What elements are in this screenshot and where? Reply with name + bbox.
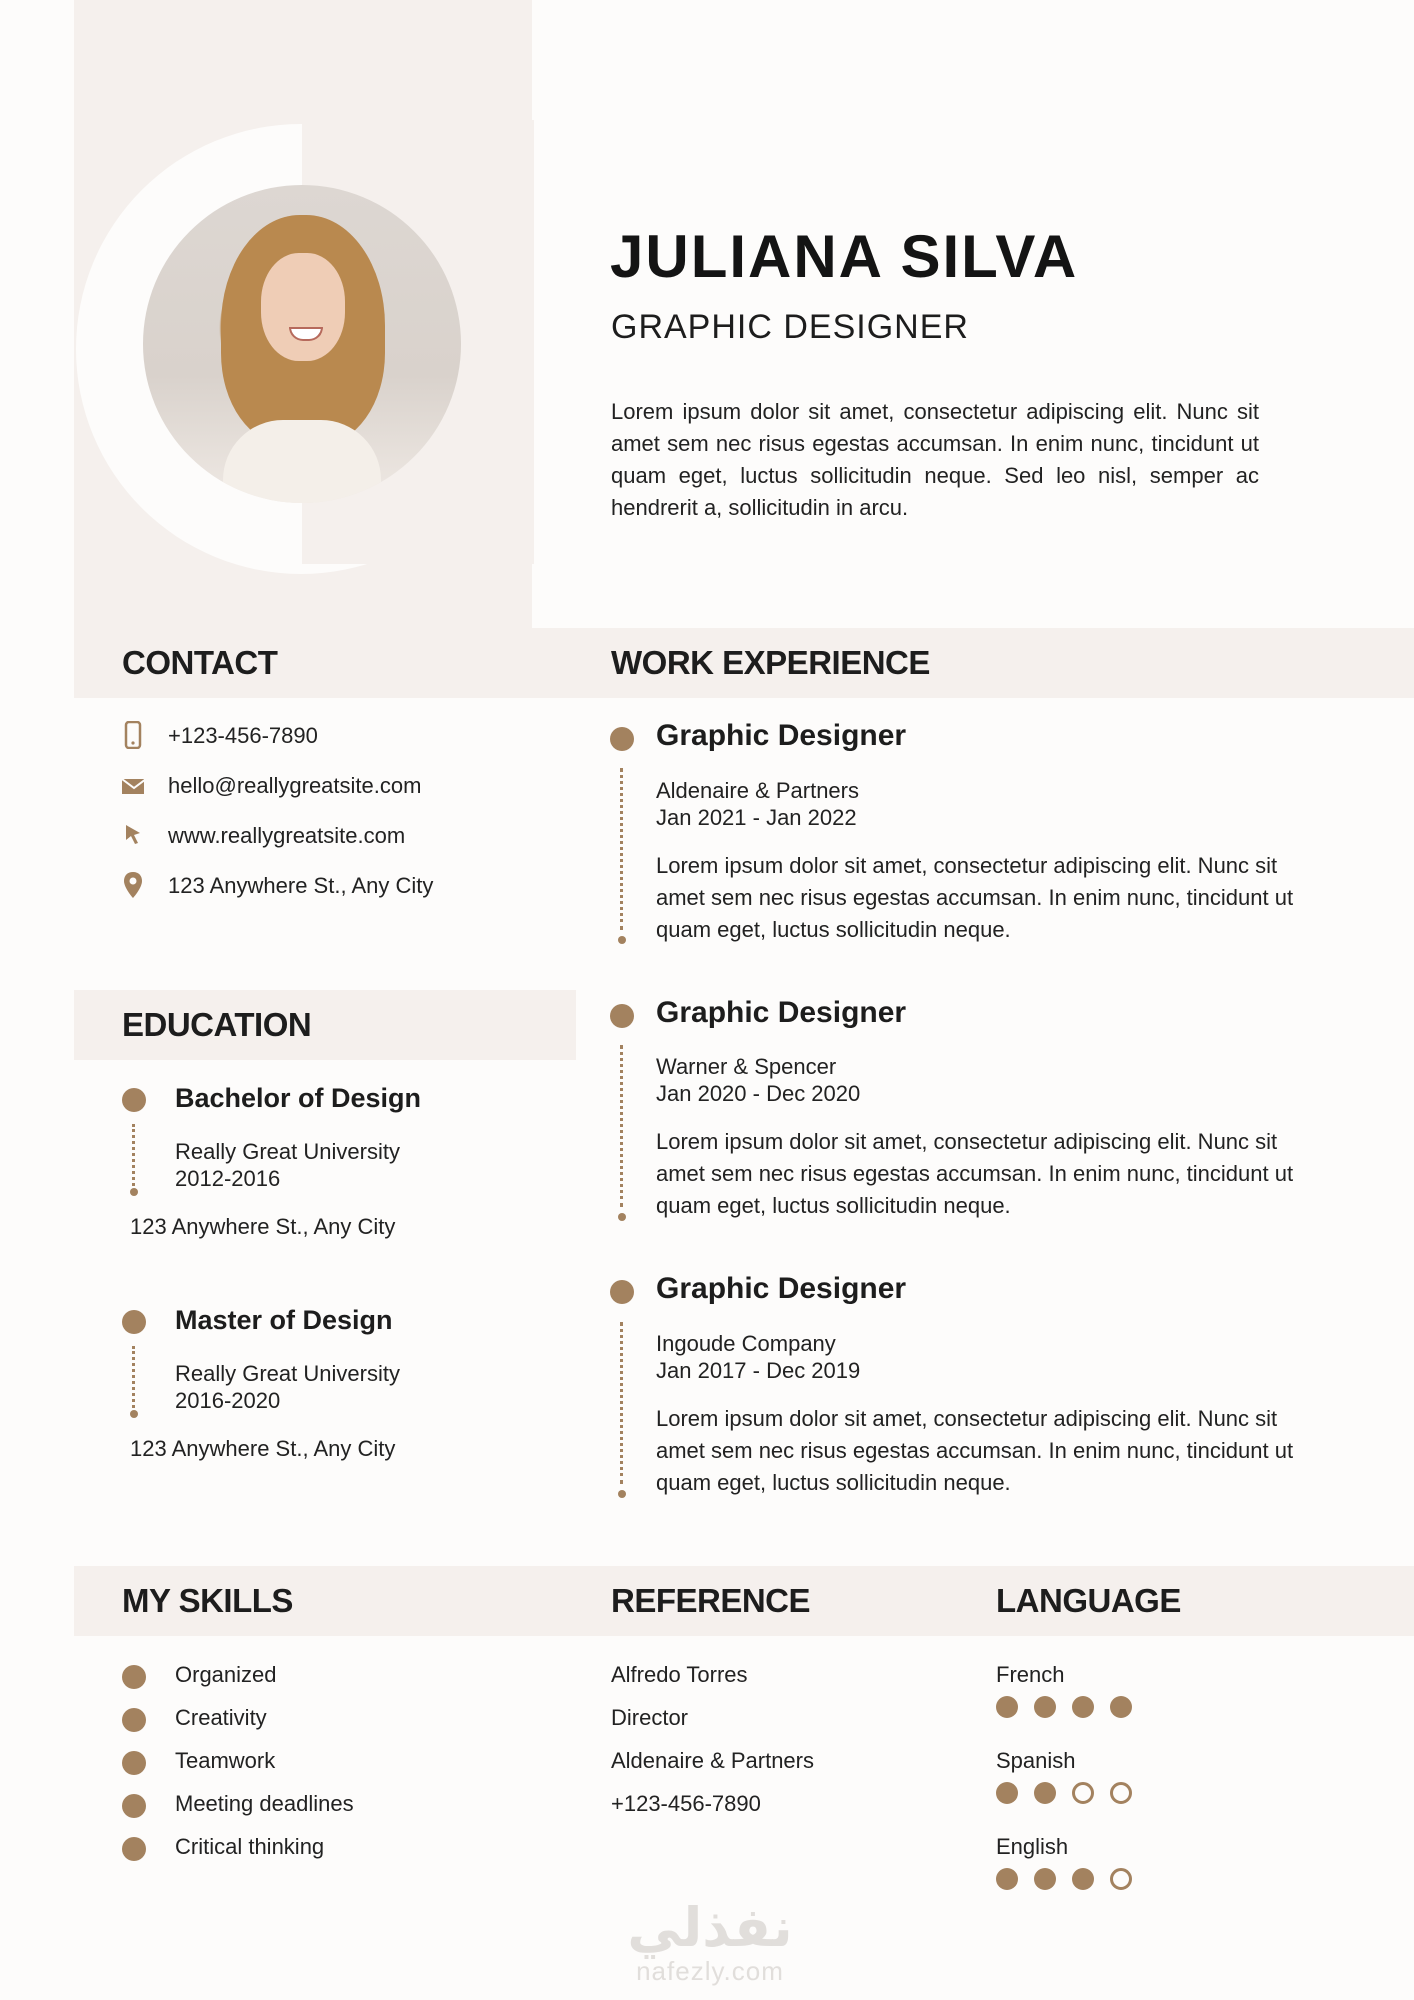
reference-company: Aldenaire & Partners [611,1748,814,1773]
contact-phone: +123-456-7890 [122,719,522,753]
location-pin-icon [122,871,144,899]
timeline-end-dot [618,936,626,944]
timeline-line [132,1124,135,1186]
work-role: Graphic Designer [656,1272,907,1305]
work-company: Warner & Spencer [656,1054,837,1079]
reference-position: Director [611,1705,689,1730]
language-heading: LANGUAGE [996,1582,1181,1619]
level-dot-filled [1072,1696,1094,1718]
language-name: English [996,1834,1069,1859]
education-degree: Master of Design [175,1305,393,1335]
level-dot-empty [1110,1782,1132,1804]
skill-bullet [122,1708,146,1732]
timeline-end-dot [618,1490,626,1498]
skill-bullet [122,1794,146,1818]
skill-bullet [122,1665,146,1689]
language-name: French [996,1662,1065,1687]
level-dot-filled [1110,1696,1132,1718]
work-dates: Jan 2020 - Dec 2020 [656,1081,861,1106]
work-experience-heading: WORK EXPERIENCE [611,644,930,681]
work-description: Lorem ipsum dolor sit amet, consectetur adipiscing elit. Nunc sit amet sem nec risus egestas accumsan. In enim nunc, tincidunt ut quam eget, luctus sollicitudin neque. [656,1129,1294,1218]
level-dot-filled [996,1782,1018,1804]
skill-item: Meeting deadlines [175,1791,354,1816]
level-dot-filled [1034,1782,1056,1804]
work-company: Ingoude Company [656,1331,836,1356]
skill-item: Teamwork [175,1748,276,1773]
person-name: JULIANA SILVA [610,223,1079,290]
education-degree: Bachelor of Design [175,1083,422,1113]
contact-email[interactable]: hello@reallygreatsite.com [122,769,522,803]
education-school: Really Great University [175,1139,400,1164]
level-dot-empty [1110,1868,1132,1890]
level-dot-filled [996,1868,1018,1890]
profile-photo [143,185,461,503]
education-years: 2012-2016 [175,1166,281,1191]
watermark [600,1900,820,1987]
work-dates: Jan 2017 - Dec 2019 [656,1358,861,1383]
reference-phone: +123-456-7890 [611,1791,761,1816]
profile-summary: Lorem ipsum dolor sit amet, consectetur adipiscing elit. Nunc sit amet sem nec risus egestas accumsan. In enim nunc, tincidunt ut quam eget, luctus sollicitudin neque. Sed leo nisl, semper ac hendrerit a, sollicitudin in arcu. [611,399,1259,520]
skill-item: Creativity [175,1705,267,1730]
job-title: GRAPHIC DESIGNER [611,308,969,346]
timeline-dot [122,1088,146,1112]
education-address: 123 Anywhere St., Any City [130,1436,396,1461]
reference-heading: REFERENCE [611,1582,811,1619]
work-role: Graphic Designer [656,719,907,752]
level-dot-filled [1034,1696,1056,1718]
skill-item: Critical thinking [175,1834,325,1859]
phone-icon [122,721,144,749]
timeline-end-dot [130,1410,138,1418]
skill-bullet [122,1751,146,1775]
education-address: 123 Anywhere St., Any City [130,1214,396,1239]
timeline-end-dot [130,1188,138,1196]
cursor-icon [122,821,144,849]
timeline-line [620,1045,623,1207]
skill-item: Organized [175,1662,277,1687]
skill-bullet [122,1837,146,1861]
education-school: Really Great University [175,1361,400,1386]
work-description: Lorem ipsum dolor sit amet, consectetur adipiscing elit. Nunc sit amet sem nec risus egestas accumsan. In enim nunc, tincidunt ut quam eget, luctus sollicitudin neque. [656,853,1294,942]
work-role: Graphic Designer [656,996,907,1029]
work-description: Lorem ipsum dolor sit amet, consectetur adipiscing elit. Nunc sit amet sem nec risus egestas accumsan. In enim nunc, tincidunt ut quam eget, luctus sollicitudin neque. [656,1406,1294,1495]
language-name: Spanish [996,1748,1076,1773]
mail-icon [122,771,144,799]
timeline-dot [122,1310,146,1334]
timeline-end-dot [618,1213,626,1221]
level-dot-empty [1072,1782,1094,1804]
work-company: Aldenaire & Partners [656,778,859,803]
level-dot-filled [1072,1868,1094,1890]
timeline-dot [610,1280,634,1304]
contact-website[interactable]: www.reallygreatsite.com [122,819,522,853]
skills-heading: MY SKILLS [122,1582,293,1619]
timeline-line [620,1322,623,1484]
work-dates: Jan 2021 - Jan 2022 [656,805,857,830]
timeline-dot [610,727,634,751]
watermark-latin: nafezly.com [636,1956,784,1986]
education-heading: EDUCATION [122,1006,312,1043]
reference-name: Alfredo Torres [611,1662,748,1687]
timeline-line [620,768,623,930]
timeline-dot [610,1004,634,1028]
level-dot-filled [996,1696,1018,1718]
level-dot-filled [1034,1868,1056,1890]
timeline-line [132,1346,135,1408]
contact-address: 123 Anywhere St., Any City [122,869,522,903]
education-years: 2016-2020 [175,1388,281,1413]
watermark-arabic: نفذلي [627,1898,793,1958]
contact-heading: CONTACT [122,644,278,681]
